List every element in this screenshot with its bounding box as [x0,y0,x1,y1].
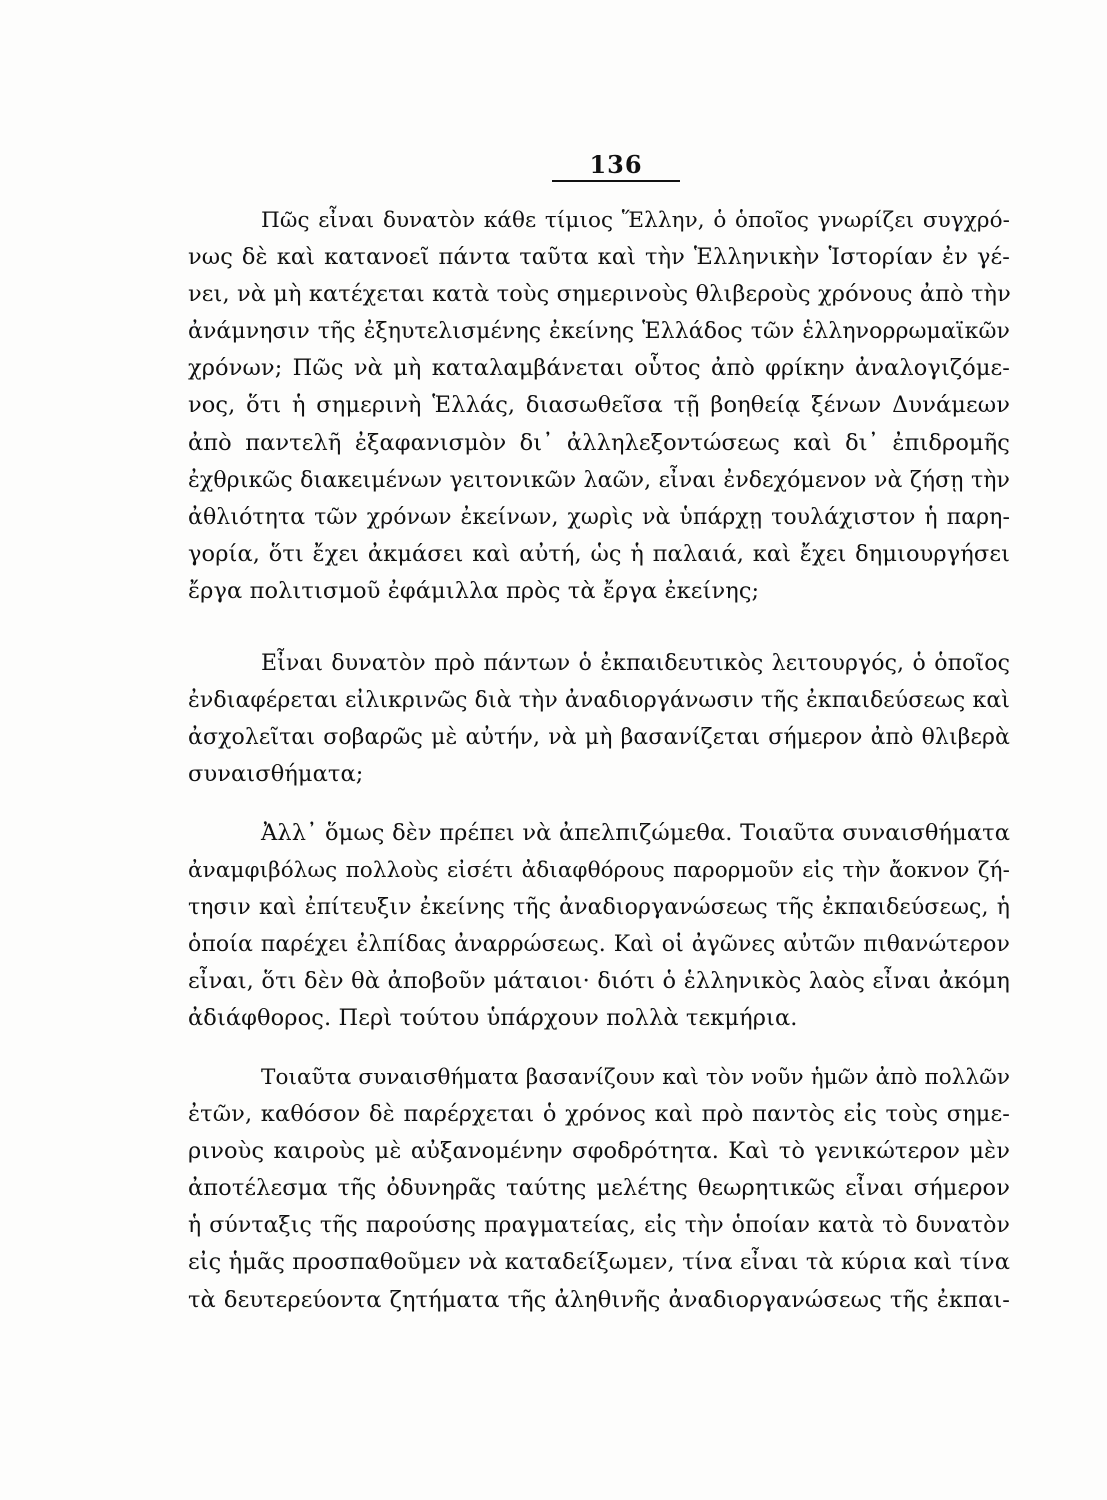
text-line: ἀνάμνησιν τῆς ἐξηυτελισμένης ἐκείνης Ἑλλάδος τῶν ἑλληνορρωμαϊκῶν [188,319,1010,345]
paragraph-3 [188,815,1010,1038]
text-line: γορία, ὅτι ἔχει ἀκμάσει καὶ αὐτή, ὡς ἡ παλαιά, καὶ ἔχει δημιουργήσει [188,540,1010,567]
text-line: ρινοὺς καιροὺς μὲ αὐξανομένην σφοδρότητα. Καὶ τὸ γενικώτερον μὲν [188,1138,1010,1165]
text-line: συναισθήματα; [188,761,364,788]
text-line: ὁποία παρέχει ἐλπίδας ἀναρρώσεως. Καὶ οἱ ἀγῶνες αὐτῶν πιθανώτερον [188,932,1010,958]
text-line: νως δὲ καὶ κατανοεῖ πάντα ταῦτα καὶ τὴν Ἑλληνικὴν Ἱστορίαν ἐν γέ- [188,244,1010,271]
text-line: ἀπὸ παντελῆ ἐξαφανισμὸν δι᾽ ἀλληλεξοντώσεως καὶ δι᾽ ἐπιδρομῆς [188,429,1010,456]
text-line: ἐτῶν, καθόσον δὲ παρέρχεται ὁ χρόνος καὶ πρὸ παντὸς εἰς τοὺς σημε- [188,1101,1010,1128]
paragraph-1 [188,202,1010,610]
text-line: τησιν καὶ ἐπίτευξιν ἐκείνης τῆς ἀναδιοργανώσεως τῆς ἐκπαιδεύσεως, ἡ [188,895,1010,921]
text-line: ἐνδιαφέρεται εἰλικρινῶς διὰ τὴν ἀναδιοργάνωσιν τῆς ἐκπαιδεύσεως καὶ [188,688,1010,714]
text-line: Πῶς εἶναι δυνατὸν κάθε τίμιος Ἕλλην, ὁ ὁποῖος γνωρίζει συγχρό- [261,208,1010,233]
text-line: τὰ δευτερεύοντα ζητήματα τῆς ἀληθινῆς ἀναδιοργανώσεως τῆς ἐκπαι- [188,1286,1010,1313]
text-line: ἀσχολεῖται σοβαρῶς μὲ αὐτήν, νὰ μὴ βασανίζεται σήμερον ἀπὸ θλιβερὰ [188,725,1010,751]
text-line: νει, νὰ μὴ κατέχεται κατὰ τοὺς σημερινοὺς θλιβεροὺς χρόνους ἀπὸ τὴν [188,281,1011,308]
text-line: Ἀλλ᾽ ὅμως δὲν πρέπει νὰ ἀπελπιζώμεθα. Τοιαῦτα συναισθήματα [261,820,1010,846]
text-line: ἀναμφιβόλως πολλοὺς εἰσέτι ἀδιαφθόρους παρορμοῦν εἰς τὴν ἄοκνον ζή- [188,858,1010,884]
text-line: εἶναι, ὅτι δὲν θὰ ἀποβοῦν μάταιοι· διότι ὁ ἑλληνικὸς λαὸς εἶναι ἀκόμη [188,968,1010,995]
page-number-rule [552,180,680,182]
text-line: νος, ὅτι ἡ σημερινὴ Ἑλλάς, διασωθεῖσα τῇ βοηθείᾳ ξένων Δυνάμεων [188,392,1010,419]
text-line: ἐχθρικῶς διακειμένων γειτονικῶν λαῶν, εἶναι ἐνδεχόμενον νὰ ζήσῃ τὴν [188,467,1010,493]
text-line: Εἶναι δυνατὸν πρὸ πάντων ὁ ἐκπαιδευτικὸς λειτουργός, ὁ ὁποῖος [261,651,1010,676]
page-number: 136 [589,150,643,179]
text-line: ἀθλιότητα τῶν χρόνων ἐκείνων, χωρὶς νὰ ὑπάρχῃ τουλάχιστον ἡ παρη- [188,504,1010,530]
text-line: ἔργα πολιτισμοῦ ἐφάμιλλα πρὸς τὰ ἔργα ἐκείνης; [188,577,760,604]
text-line: εἰς ἡμᾶς προσπαθοῦμεν νὰ καταδείξωμεν, τίνα εἶναι τὰ κύρια καὶ τίνα [188,1249,1010,1276]
text-line: ἀδιάφθορος. Περὶ τούτου ὑπάρχουν πολλὰ τεκμήρια. [188,1005,798,1032]
text-line: χρόνων; Πῶς νὰ μὴ καταλαμβάνεται οὗτος ἀπὸ φρίκην ἀναλογιζόμε- [188,355,1010,382]
paragraph-4 [188,1059,1010,1319]
paragraph-2 [188,645,1010,793]
text-line: ἡ σύνταξις τῆς παρούσης πραγματείας, εἰς τὴν ὁποίαν κατὰ τὸ δυνατὸν [188,1213,1010,1239]
text-line: Τοιαῦτα συναισθήματα βασανίζουν καὶ τὸν νοῦν ἡμῶν ἀπὸ πολλῶν [261,1065,1010,1090]
text-line: ἀποτέλεσμα τῆς ὀδυνηρᾶς ταύτης μελέτης θεωρητικῶς εἶναι σήμερον [188,1175,1010,1202]
